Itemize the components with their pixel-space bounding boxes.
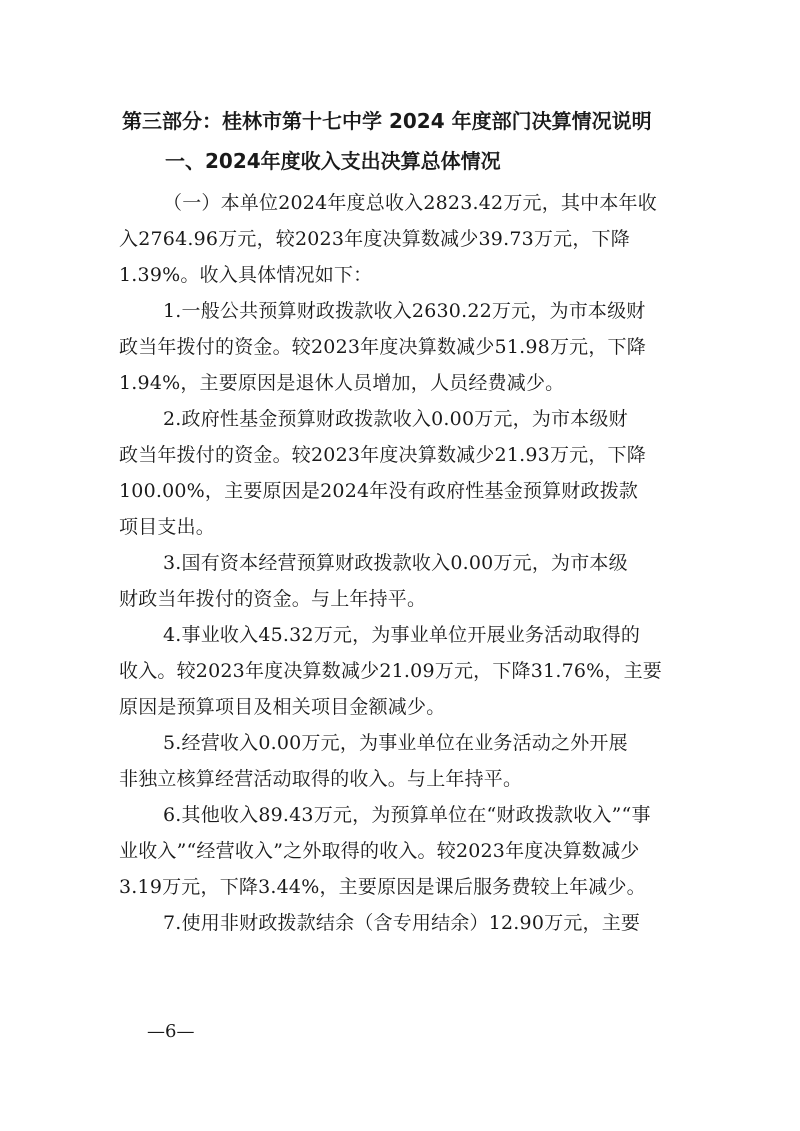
text-line: 2.政府性基金预算财政拨款收入0.00万元，为市本级财 <box>163 408 628 430</box>
text-line: 项目支出。 <box>119 516 216 538</box>
text-line: 业收入”“经营收入”之外取得的收入。较2023年度决算数减少 <box>119 840 640 862</box>
paragraph-general-budget <box>119 293 685 401</box>
text-line: 7.使用非财政拨款结余（含专用结余）12.90万元，主要 <box>163 912 641 934</box>
paragraph-total-income <box>119 185 685 293</box>
paragraph-non-fiscal-surplus <box>119 905 685 941</box>
paragraph-government-fund <box>119 401 685 545</box>
text-line: 收入。较2023年度决算数减少21.09万元，下降31.76%，主要 <box>119 660 662 682</box>
text-line: 政当年拨付的资金。较2023年度决算数减少21.93万元，下降 <box>119 444 646 466</box>
text-line: 政当年拨付的资金。较2023年度决算数减少51.98万元，下降 <box>119 336 646 358</box>
text-line: 1.94%，主要原因是退休人员增加，人员经费减少。 <box>119 372 565 394</box>
paragraph-state-capital <box>119 545 685 617</box>
text-line: 原因是预算项目及相关项目金额减少。 <box>119 696 446 718</box>
text-line: 非独立核算经营活动取得的收入。与上年持平。 <box>119 768 523 790</box>
text-line: 6.其他收入89.43万元，为预算单位在“财政拨款收入”“事 <box>163 804 651 826</box>
document-title: 第三部分：桂林市第十七中学 2024 年度部门决算情况说明 <box>122 109 652 133</box>
text-line: 4.事业收入45.32万元，为事业单位开展业务活动取得的 <box>163 624 641 646</box>
text-line: 5.经营收入0.00万元，为事业单位在业务活动之外开展 <box>163 732 628 754</box>
text-line: （一）本单位2024年度总收入2823.42万元，其中本年收 <box>163 192 657 214</box>
section-heading: 一、2024年度收入支出决算总体情况 <box>165 149 501 173</box>
text-line: 入2764.96万元，较2023年度决算数减少39.73万元，下降 <box>119 228 630 250</box>
paragraph-other-income <box>119 797 685 905</box>
text-line: 3.国有资本经营预算财政拨款收入0.00万元，为市本级 <box>163 552 628 574</box>
document-body <box>119 185 685 941</box>
text-line: 100.00%，主要原因是2024年没有政府性基金预算财政拨款 <box>119 480 639 502</box>
text-line: 1.一般公共预算财政拨款收入2630.22万元，为市本级财 <box>163 300 646 322</box>
paragraph-business-income <box>119 617 685 725</box>
text-line: 1.39%。收入具体情况如下： <box>119 264 373 286</box>
text-line: 3.19万元，下降3.44%，主要原因是课后服务费较上年减少。 <box>119 876 646 898</box>
text-line: 财政当年拨付的资金。与上年持平。 <box>119 588 427 610</box>
paragraph-operating-income <box>119 725 685 797</box>
page-number: —6— <box>147 1021 195 1042</box>
